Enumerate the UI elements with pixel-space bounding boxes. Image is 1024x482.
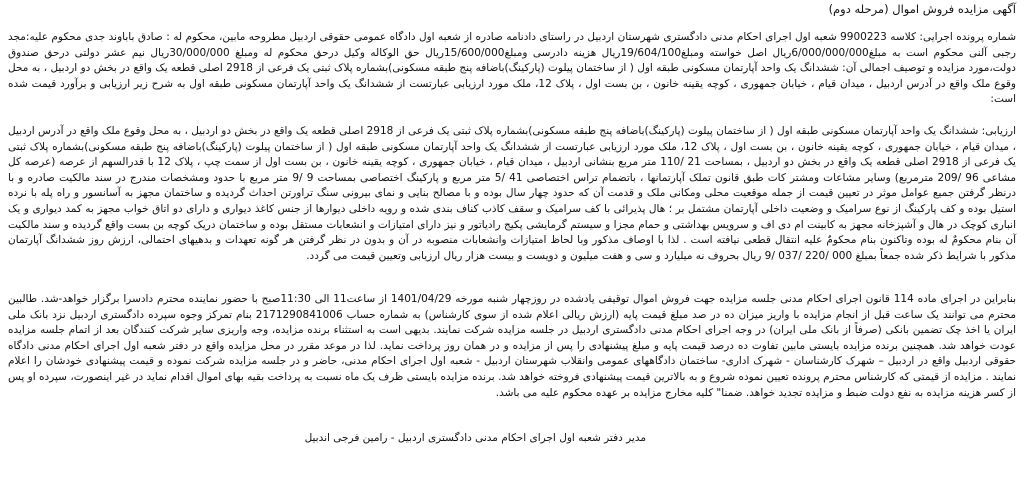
auction-notice (8, 0, 1017, 444)
auction-terms-paragraph: بنابراین در اجرای ماده 114 قانون اجرای احکام مدنی جلسه مزایده جهت فروش اموال توقیفی یادشده در روزچهار شنبه مورخه 1401/04/29 از ساعت11 الی 11:30صبح با حضور نماینده محترم دادسرا برگزار خواهد-شد. طالبین محترم می توانند یک ساعت قبل از انجام مزایده با واریز میزان ده در صد مبلغ قیمت پایه (ارزش ریالی اعلام شده از سوی کارشناس) به شماره حساب 2171290841006 بنام تمرکز وجوه سپرده دادگستری اردبیل نزد بانک ملی ایران یا اخذ چک تضمین بانکی (صرفاً از بانک ملی ایران) در وجه اجرای احکام مدنی دادگستری اردبیل در جلسه مزایده شرکت نمایند. بدیهی است به استثناء برنده مزایده، وجه واریزی سایر شرکت کنندگان بعد از اتمام جلسه مزایده عودت خواهد شد. همچنین برنده مزایده بایستی مابین تفاوت ده درصد قیمت پایه و مبلغ پیشنهادی را پس از مزایده و در همان روز پرداخت نماید. لذا در موعد مقرر در محل مزایده واقع در دفتر شعبه اول اجرای احکام مدنی دادگاه حقوقی اردبیل واقع در اردبیل – شهرک کارشناسان - شهرک اداری- ساختمان دادگاههای عمومی وانقلاب شهرستان اردبیل - شعبه اول اجرای احکام مدنی، حاضر و در جلسه مزایده شرکت نموده و قیمت پیشنهادی خودشان را اعلام نمایند . مزایده از قیمتی که کارشناس محترم پرونده تعیین نموده شروع و به بالاترین قیمت پیشنهادی فروخته خواهد شد. برنده مزایده بایستی ظرف یک ماه نسبت به پرداخت بقیه بهای اموال اقدام نماید در غیر اینصورت، سپرده او پس از کسر هزینه مزایده به نفع دولت ضبط و مزایده تجدید خواهد. ضمنا" کلیه مخارج مزایده بر عهده محکوم علیه می باشد. (8, 293, 1016, 399)
case-intro-paragraph: شماره پرونده اجرایی: کلاسه 9900223 شعبه اول اجرای احکام مدنی دادگستری شهرستان اردبیل در راستای دادنامه صادره از شعبه اول دادگاه عمومی حقوقی اردبیل مطروحه مابین، محکوم له : صادق باباوند جدی محکوم علیه:مجد رجبی آلنی محکوم است به مبلغ6/000/000/000ریال اصل خواسته ومبلغ19/604/100ریال هزینه دادرسی ومبلغ15/600/000ریال حق الوکاله وکیل درحق محکوم له ومبلغ 30/000/000ریال نیم عشر دولتی درحق صندوق دولت،مورد مزایده و توصیف اجمالی آن: ششدانگ یک واحد آپارتمان مسکونی طبقه اول ( از ساختمان پیلوت (پارکینگ)باضافه پنج طبقه مسکونی)بشماره پلاک ثبتی یک فرعی از 2918 اصلی قطعه یک واقع در بخش دو اردبیل ، به محل وقوع ملک واقع در آدرس اردبیل ، میدان قیام ، خیابان جمهوری ، کوچه یقینه خانون ، بن بست اول ، پلاک 12، ملک مورد ارزیابی عبارتست از ششدانگ یک واحد آپارتمان مسکونی طبقه اول به شرح زیر ارزیابی و برآورد قیمت شده است: (8, 31, 1017, 106)
notice-title: آگهی مزایده فروش اموال (مرحله دوم) (828, 2, 1016, 16)
signature-line: مدیر دفتر شعبه اول اجرای احکام مدنی دادگستری اردبیل - رامین فرجی اندبیل (304, 432, 646, 444)
appraisal-paragraph: ارزیابی: ششدانگ یک واحد آپارتمان مسکونی طبقه اول ( از ساختمان پیلوت (پارکینگ)باضافه پنج طبقه مسکونی)بشماره پلاک ثبتی یک فرعی از 2918 اصلی قطعه یک واقع در بخش دو اردبیل ، به محل وقوع ملک واقع در آدرس اردبیل ، میدان قیام ، خیابان جمهوری ، کوچه یقینه خانون ، بن بست اول ، پلاک 12، ملک مورد ارزیابی عبارتست از ششدانگ یک واحد آپارتمان مسکونی طبقه اول ( از ساختمان پیلوت (پارکینگ)باضافه پنج طبقه مسکونی)بشماره پلاک ثبتی یک فرعی از 2918 اصلی قطعه یک واقع در بخش دو اردبیل ، بمساحت 21 /110 متر مربع بنشانی اردبیل ، میدان قیام ، خیابان جمهوری ، کوچه یقینه خانون ، بن بست اول از سمت چپ ، پلاک 12 با قدرالسهم از عرصه (عرصه کل مشاعی 96 /209 مترمربع) وسایر مشاعات ومشتر کات طبق قانون تملک آپارتمانها ، باتضمام تراس اختصاصی 41 /5 متر مربع و پارکینگ اختصاصی بمساحت 9 /9 متر مربع با حدود ومشخصات مندرج در سند مالکیت صادره و با درنظر گرفتن جمیع عوامل موثر در تعیین قیمت از جمله موقعیت محلی ومکانی ملک و قدمت آن که حدود چهار سال بوده و با مصالح بنایی و نمای بیرونی سنگ تراورتن احداث گردیده و ساختمان مجهز به آسانسور و راه پله با نرده استیل بوده و کف پارکینگ از نوع سرامیک و وضعیت داخلی آپارتمان مشتمل بر ؛ هال پذیرائی با کف سرامیک و سقف کاذب کناف بندی شده و رویه داخلی دیوارها از جنس کاغذ دیواری و دارای دو اتاق خواب مجهز به کمد دیواری و یک انباری کوچک در هال و آشپزخانه مجهز به کابینت ام دی اف و سرویس بهداشتی و حمام مجزا و سیستم گرمایشی پکیج رادیاتور و نیز دارای امتیازات و انشعابات مستقل بوده و ساختمان دریک کوچه بن بست واقع گردیده و سند مالکیت آن بنام محکومٌ له بوده وتاکنون بنام محکومٌ علیه انتقال قطعی نیافته است . لذا با اوصاف مذکور وبا لحاظ امتیازات وانشعابات منصوبه در آن و بدون در نظر گرفتن هر گونه تعهدات و بدهیهای احتمالی، ارزش روز ششدانگ آپارتمان مذکور با شرایط ذکر شده جمعاً بمبلغ 000 /220 /037 /9 ریال بحروف نه میلیارد و سی و هفت میلیون و دویست و بیست هزار ریال ارزیابی وتعیین قیمت می گردد. (8, 125, 1016, 262)
